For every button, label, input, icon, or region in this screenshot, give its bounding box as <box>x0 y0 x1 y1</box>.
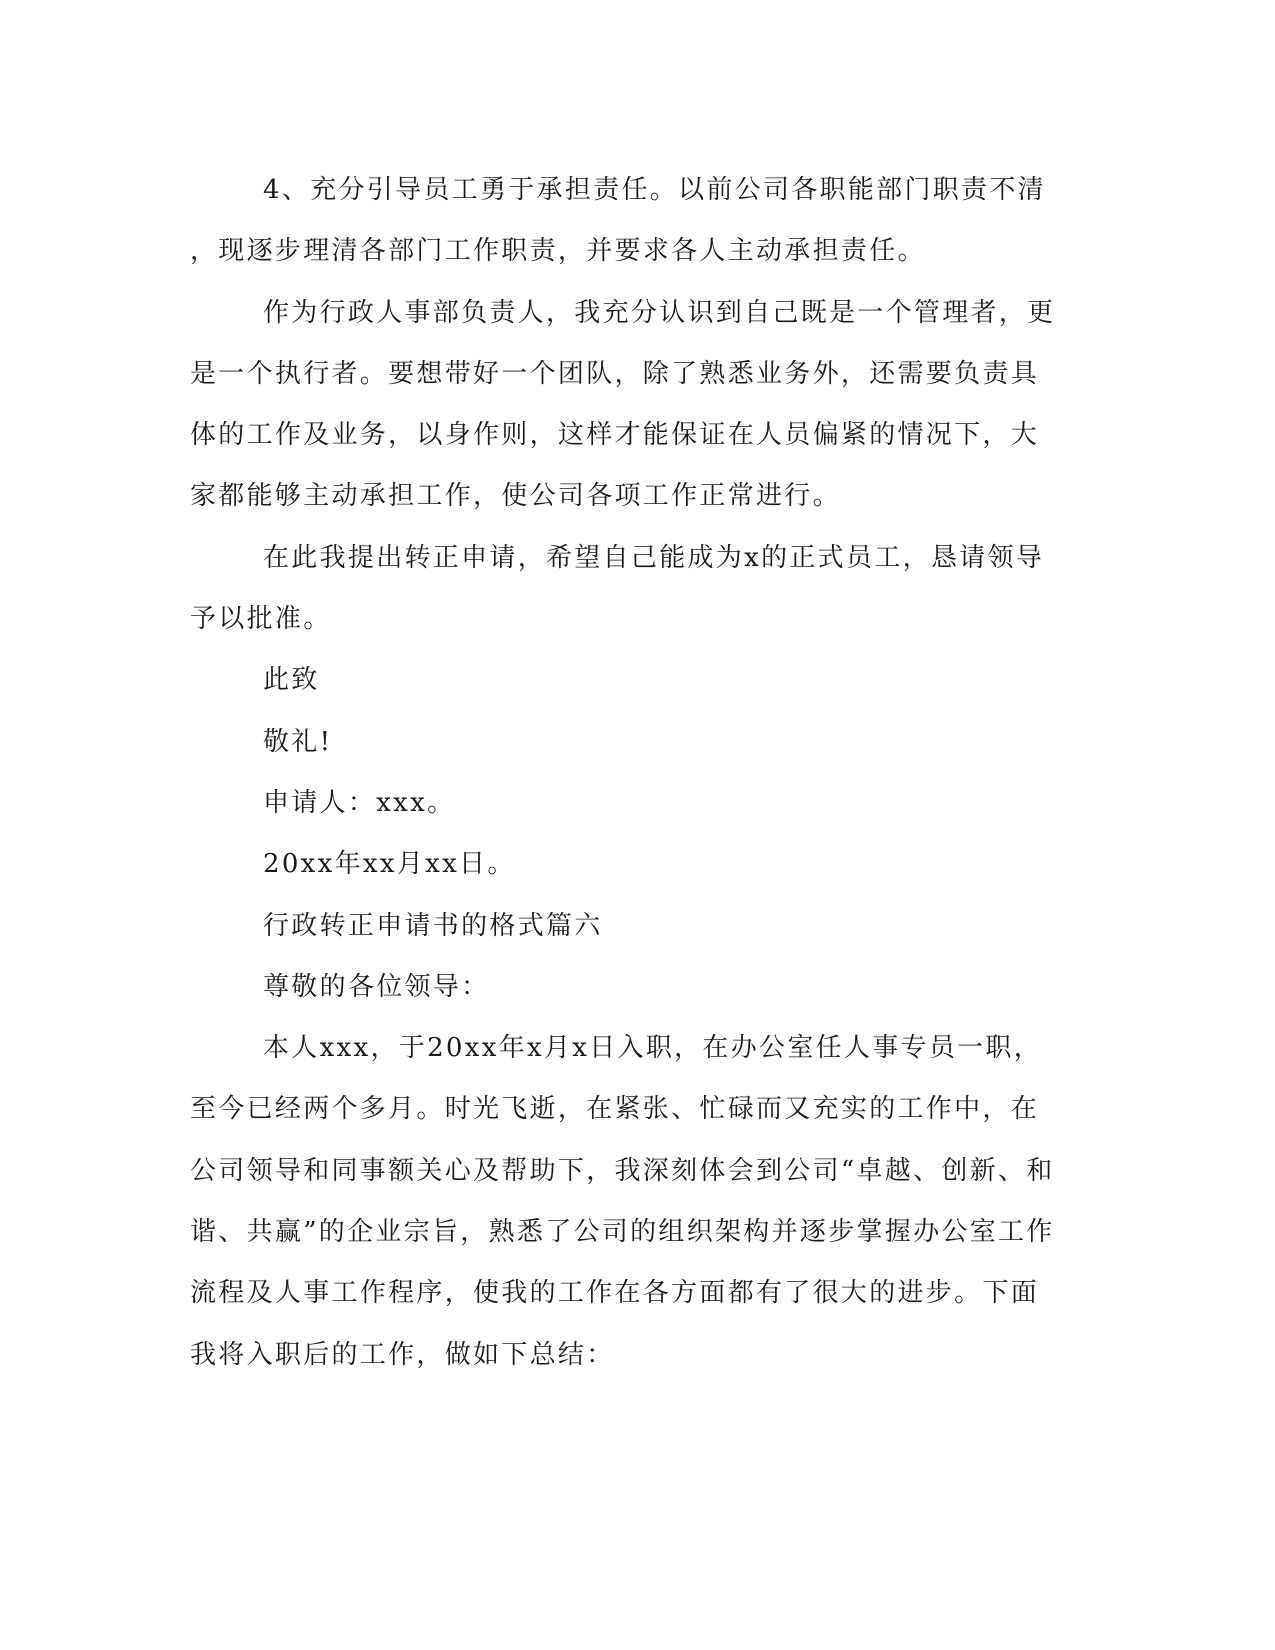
paragraph-application-request <box>190 528 1080 651</box>
paragraph-intro <box>190 1018 1080 1386</box>
text-line: 在此我提出转正申请，希望自己能成为x的正式员工，恳请领导 <box>263 542 1045 573</box>
document-body <box>190 160 1080 1386</box>
section-title: 行政转正申请书的格式篇六 <box>263 910 603 941</box>
text-line: 至今已经两个多月。时光飞逝，在紧张、忙碌而又充实的工作中，在 <box>190 1094 1040 1125</box>
text-line: 作为行政人事部负责人，我充分认识到自己既是一个管理者，更 <box>263 297 1056 328</box>
text-line: 体的工作及业务，以身作则，这样才能保证在人员偏紧的情况下，大 <box>190 420 1040 451</box>
text-line: 我将入职后的工作，做如下总结： <box>190 1339 615 1370</box>
salutation: 尊敬的各位领导： <box>263 971 490 1002</box>
text-line: 谐、共赢”的企业宗旨，熟悉了公司的组织架构并逐步掌握办公室工作 <box>190 1217 1055 1248</box>
text-line: ，现逐步理清各部门工作职责，并要求各人主动承担责任。 <box>190 236 926 267</box>
text-line: 家都能够主动承担工作，使公司各项工作正常进行。 <box>190 481 841 512</box>
closing-cizhi: 此致 <box>263 665 320 696</box>
closing-jingli: 敬礼! <box>263 726 333 757</box>
text-line: 予以批准。 <box>190 604 332 635</box>
text-line: 公司领导和同事额关心及帮助下，我深刻体会到公司“卓越、创新、和 <box>190 1155 1055 1186</box>
application-date: 20xx年xx月xx日。 <box>263 849 516 880</box>
text-line: 本人xxx，于20xx年x月x日入职，在办公室任人事专员一职， <box>263 1033 1043 1064</box>
text-line: 流程及人事工作程序，使我的工作在各方面都有了很大的进步。下面 <box>190 1278 1040 1309</box>
text-line: 4、充分引导员工勇于承担责任。以前公司各职能部门职责不清 <box>263 175 1046 205</box>
applicant-signature: 申请人：xxx。 <box>263 787 456 818</box>
paragraph-self-role <box>190 283 1080 528</box>
paragraph-item-4 <box>190 160 1080 283</box>
text-line: 是一个执行者。要想带好一个团队，除了熟悉业务外，还需要负责具 <box>190 358 1040 389</box>
